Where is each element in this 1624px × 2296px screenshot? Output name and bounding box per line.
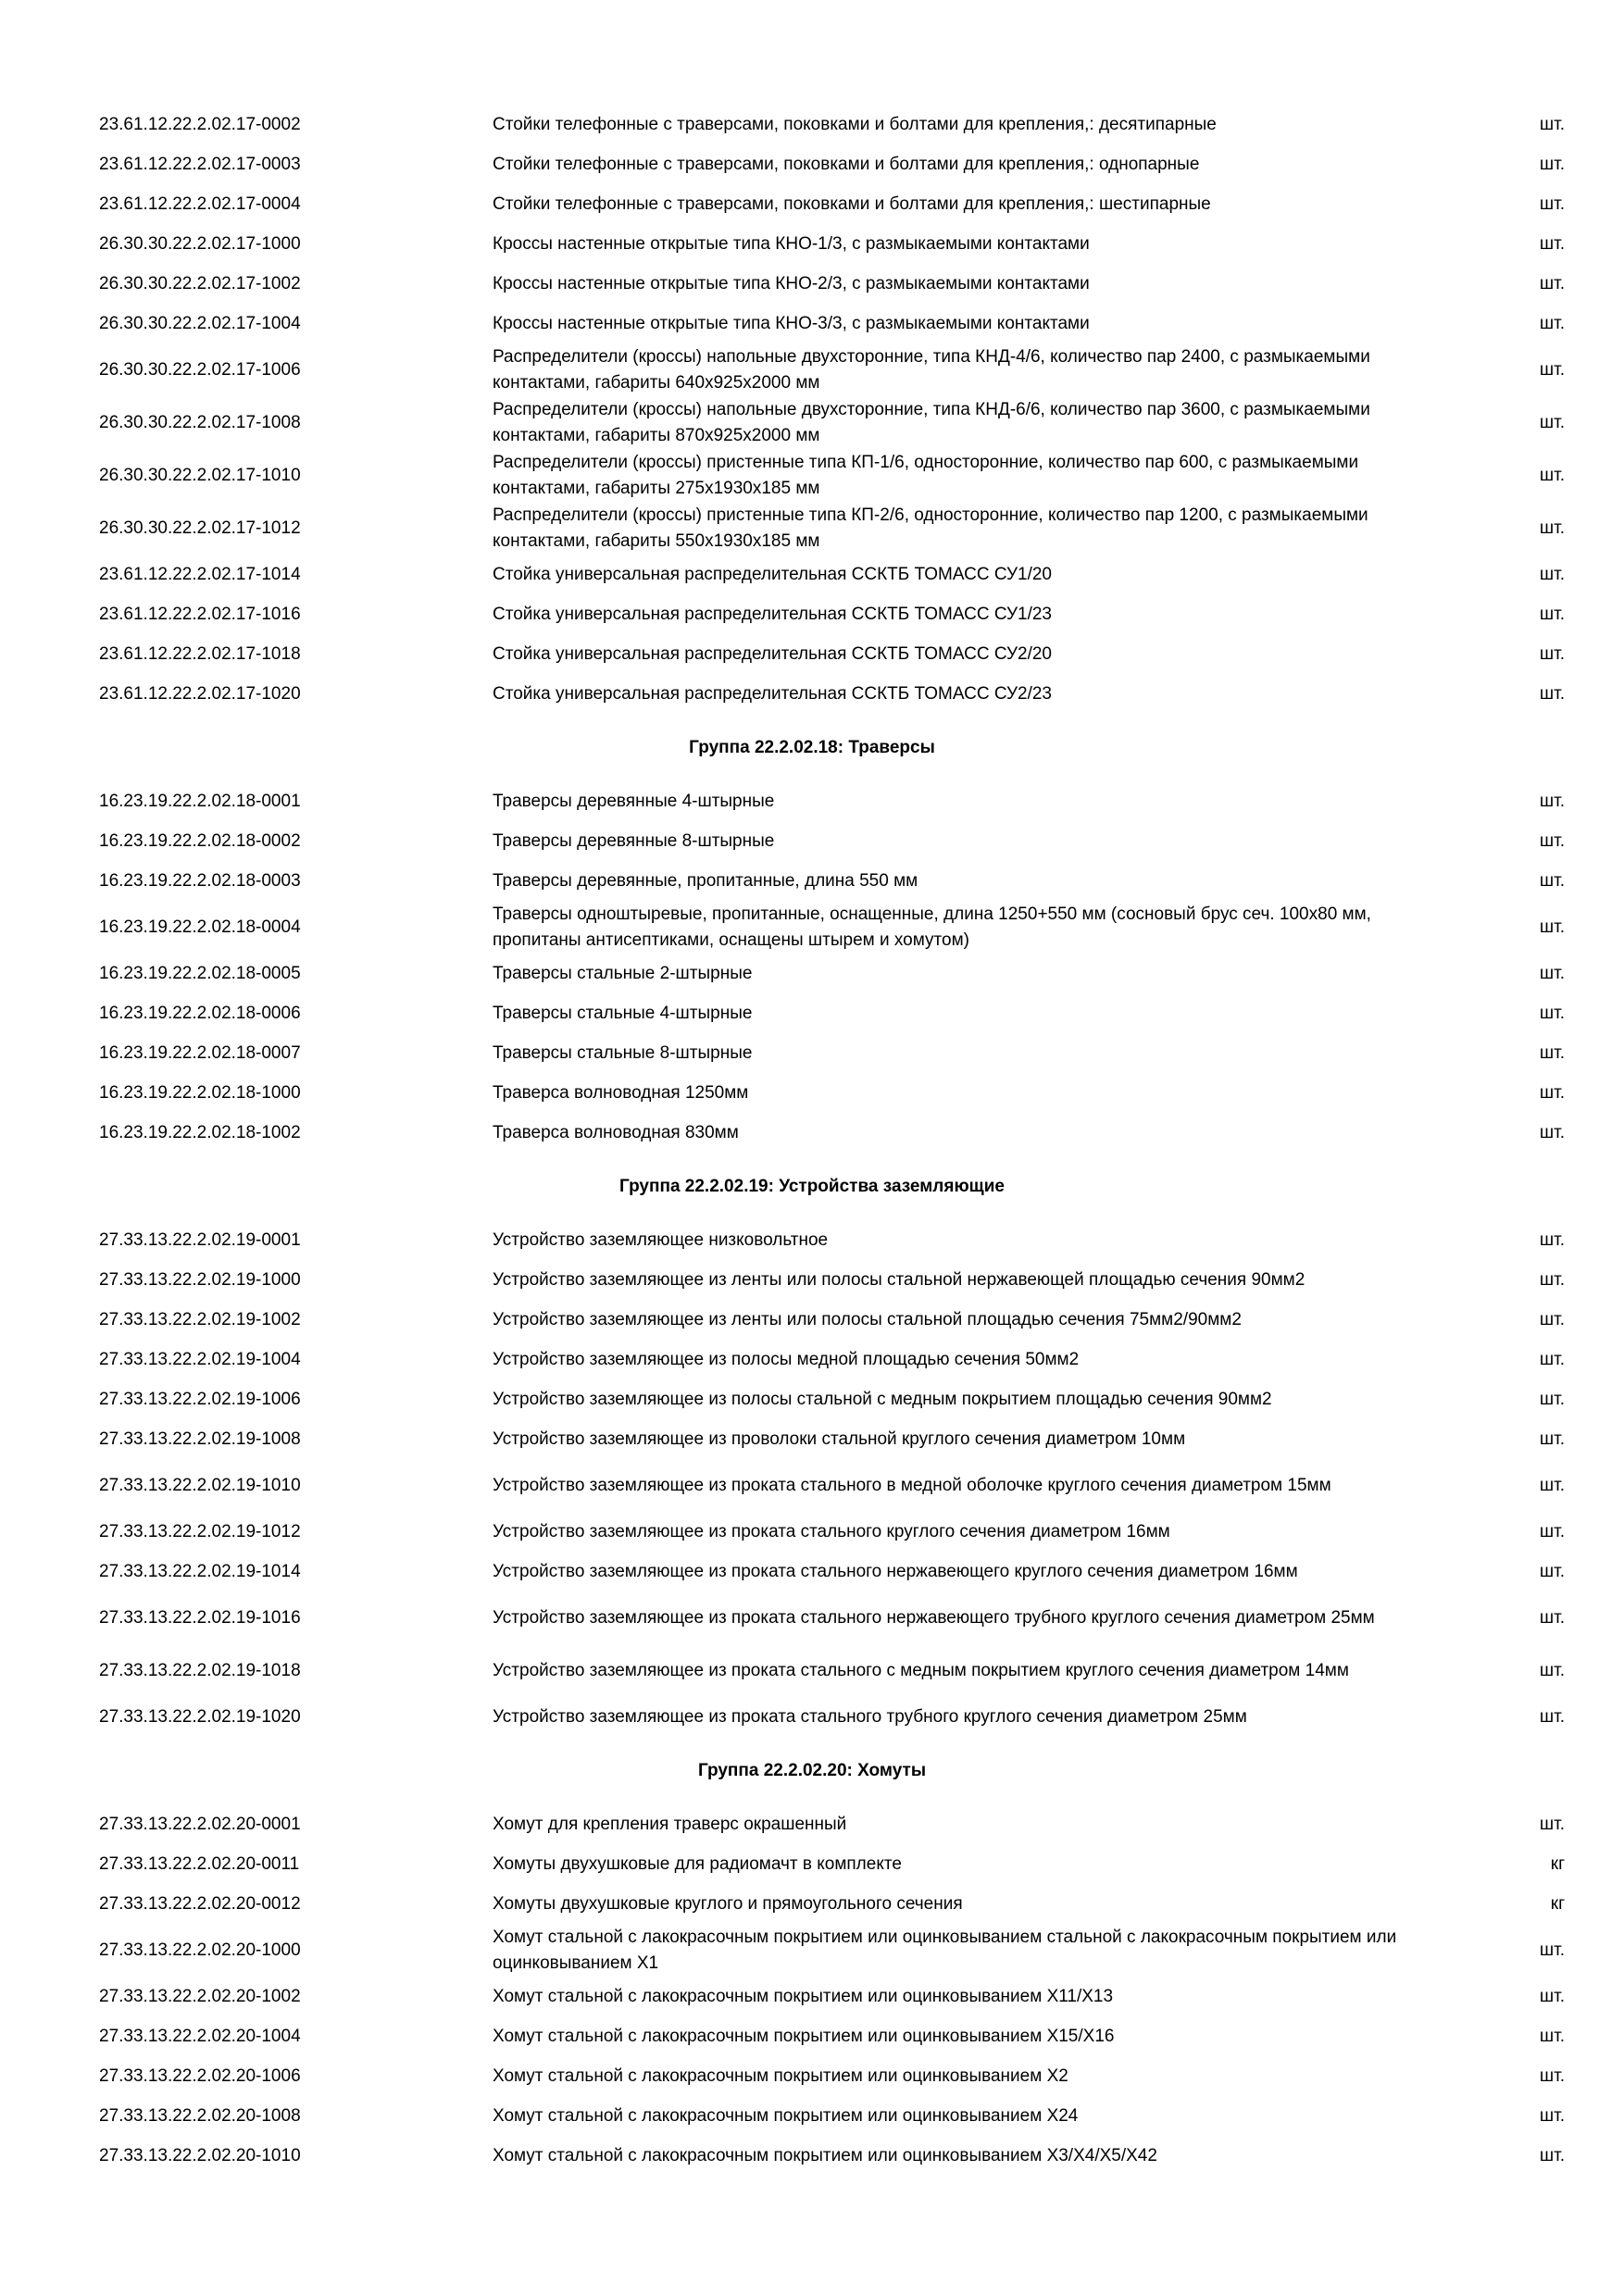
table-row [0, 821, 1624, 861]
item-unit: шт. [1539, 604, 1565, 624]
item-code: 23.61.12.22.2.02.17-1020 [99, 683, 301, 704]
group-header-title: Группа 22.2.02.19: Устройства заземляющие [619, 1176, 1005, 1196]
item-name: Стойки телефонные с траверсами, поковками и болтами для крепления,: десятипарные [493, 114, 1217, 134]
table-row [0, 634, 1624, 674]
table-row [0, 954, 1624, 993]
item-code: 26.30.30.22.2.02.17-1002 [99, 273, 301, 293]
table-row [0, 1977, 1624, 2016]
table-row [0, 1260, 1624, 1300]
table-row [0, 1512, 1624, 1552]
item-unit: шт. [1539, 1940, 1565, 1960]
item-code: 23.61.12.22.2.02.17-1016 [99, 604, 301, 624]
item-name: Стойка универсальная распределительная ССКТБ ТОМАСС СУ1/23 [493, 604, 1053, 624]
item-unit: шт. [1539, 1122, 1565, 1142]
item-code: 27.33.13.22.2.02.19-1002 [99, 1309, 301, 1329]
item-name: Кроссы настенные открытые типа КНО-2/3, с размыкаемыми контактами [493, 273, 1090, 293]
table-row [0, 2136, 1624, 2176]
item-code: 27.33.13.22.2.02.20-0011 [99, 1853, 300, 1874]
item-code: 27.33.13.22.2.02.20-1006 [99, 2065, 301, 2086]
table-row [0, 304, 1624, 343]
item-unit: шт. [1539, 1521, 1565, 1541]
item-code: 27.33.13.22.2.02.20-1002 [99, 1986, 301, 2006]
table-row [0, 105, 1624, 144]
item-unit: шт. [1539, 683, 1565, 704]
item-name: Хомуты двухушковые круглого и прямоугольного сечения [493, 1893, 963, 1914]
item-unit: шт. [1539, 1706, 1565, 1727]
item-code: 26.30.30.22.2.02.17-1004 [99, 313, 301, 333]
item-code: 16.23.19.22.2.02.18-0006 [99, 1003, 301, 1023]
item-code: 27.33.13.22.2.02.19-0001 [99, 1229, 301, 1250]
item-code: 27.33.13.22.2.02.19-1014 [99, 1561, 301, 1581]
item-name: Траверсы стальные 2-штырные [493, 963, 753, 983]
item-code: 26.30.30.22.2.02.17-1006 [99, 359, 301, 380]
table-row [0, 1033, 1624, 1073]
item-name: Хомут стальной с лакокрасочным покрытием или оцинковыванием Х2 [493, 2065, 1068, 2086]
item-unit: шт. [1539, 791, 1565, 811]
group-header [0, 1153, 1624, 1220]
item-code: 16.23.19.22.2.02.18-0003 [99, 870, 301, 891]
table-row [0, 555, 1624, 594]
item-name: Устройство заземляющее из проката стального нержавеющего трубного круглого сечения диаметром 25мм [493, 1607, 1375, 1628]
table-row [0, 184, 1624, 224]
item-name: Траверсы деревянные 4-штырные [493, 791, 775, 811]
item-name: Стойки телефонные с траверсами, поковками и болтами для крепления,: шестипарные [493, 193, 1211, 214]
item-unit: шт. [1539, 917, 1565, 937]
item-name: Устройство заземляющее низковольтное [493, 1229, 829, 1250]
item-name: Устройство заземляющее из ленты или полосы стальной нержавеющей площадью сечения 90мм2 [493, 1269, 1305, 1290]
table-row [0, 674, 1624, 714]
item-name: Хомут стальной с лакокрасочным покрытием или оцинковыванием Х15/Х16 [493, 2026, 1115, 2046]
item-unit: шт. [1539, 1660, 1565, 1680]
item-code: 16.23.19.22.2.02.18-0002 [99, 830, 301, 851]
item-unit: шт. [1539, 2145, 1565, 2165]
item-code: 27.33.13.22.2.02.20-0012 [99, 1893, 301, 1914]
item-unit: шт. [1539, 643, 1565, 664]
item-name: Устройство заземляющее из полосы стальной с медным покрытием площадью сечения 90мм2 [493, 1389, 1272, 1409]
item-unit: шт. [1539, 193, 1565, 214]
table-row [0, 1300, 1624, 1340]
item-unit: шт. [1539, 1389, 1565, 1409]
item-unit: шт. [1539, 963, 1565, 983]
item-name: Траверсы стальные 4-штырные [493, 1003, 753, 1023]
table-row [0, 594, 1624, 634]
item-unit: шт. [1539, 465, 1565, 485]
item-name: Кроссы настенные открытые типа КНО-1/3, с размыкаемыми контактами [493, 233, 1090, 254]
table-row [0, 1419, 1624, 1459]
item-unit: шт. [1539, 2065, 1565, 2086]
group-header-title: Группа 22.2.02.20: Хомуты [697, 1760, 927, 1780]
group-header [0, 1737, 1624, 1804]
table-row [0, 1844, 1624, 1884]
item-name: Траверсы деревянные 8-штырные [493, 830, 775, 851]
item-name: Распределители (кроссы) напольные двухсторонние, типа КНД-4/6, количество пар 2400, с размыкаемыми контактами, габариты 640х925х2000 мм [493, 346, 1370, 393]
table-row [0, 1459, 1624, 1512]
item-name: Устройство заземляющее из проката стального с медным покрытием круглого сечения диаметром 14мм [493, 1660, 1349, 1680]
table-row [0, 1340, 1624, 1379]
item-unit: шт. [1539, 114, 1565, 134]
table-row [0, 1073, 1624, 1113]
table-row [0, 1924, 1624, 1977]
item-code: 16.23.19.22.2.02.18-0005 [99, 963, 301, 983]
item-name: Стойка универсальная распределительная ССКТБ ТОМАСС СУ1/20 [493, 564, 1053, 584]
table-row [0, 2016, 1624, 2056]
item-name: Стойка универсальная распределительная ССКТБ ТОМАСС СУ2/23 [493, 683, 1053, 704]
item-name: Траверсы одноштыревые, пропитанные, оснащенные, длина 1250+550 мм (сосновый брус сеч. 100х80 мм, пропитаны антисептиками, оснащены штырем и хомутом) [493, 904, 1371, 950]
item-code: 23.61.12.22.2.02.17-0002 [99, 114, 301, 134]
item-code: 23.61.12.22.2.02.17-0003 [99, 154, 301, 174]
item-name: Хомут стальной с лакокрасочным покрытием или оцинковыванием Х24 [493, 2105, 1079, 2126]
item-code: 27.33.13.22.2.02.20-1004 [99, 2026, 301, 2046]
table-row [0, 1591, 1624, 1644]
table-row [0, 2056, 1624, 2096]
item-unit: шт. [1539, 154, 1565, 174]
item-name: Устройство заземляющее из ленты или полосы стальной площадью сечения 75мм2/90мм2 [493, 1309, 1242, 1329]
item-unit: шт. [1539, 359, 1565, 380]
item-name: Траверса волноводная 1250мм [493, 1082, 749, 1103]
item-code: 26.30.30.22.2.02.17-1000 [99, 233, 301, 254]
item-code: 26.30.30.22.2.02.17-1012 [99, 518, 301, 538]
price-list-document [0, 105, 1624, 2176]
table-row [0, 449, 1624, 502]
item-unit: шт. [1539, 273, 1565, 293]
table-row [0, 224, 1624, 264]
item-name: Распределители (кроссы) пристенные типа КП-2/6, односторонние, количество пар 1200, с размыкаемыми контактами, габариты 550х1930х185 мм [493, 505, 1368, 551]
item-name: Траверсы стальные 8-штырные [493, 1042, 753, 1063]
item-unit: шт. [1539, 1986, 1565, 2006]
item-name: Траверсы деревянные, пропитанные, длина 550 мм [493, 870, 918, 891]
item-code: 27.33.13.22.2.02.19-1000 [99, 1269, 301, 1290]
item-name: Устройство заземляющее из проката стального трубного круглого сечения диаметром 25мм [493, 1706, 1247, 1727]
table-row [0, 861, 1624, 901]
item-name: Стойки телефонные с траверсами, поковками и болтами для крепления,: однопарные [493, 154, 1200, 174]
table-row [0, 264, 1624, 304]
table-row [0, 1697, 1624, 1737]
item-code: 27.33.13.22.2.02.20-0001 [99, 1814, 301, 1834]
item-unit: кг [1550, 1893, 1565, 1914]
item-unit: шт. [1539, 412, 1565, 432]
item-code: 16.23.19.22.2.02.18-1002 [99, 1122, 301, 1142]
item-code: 16.23.19.22.2.02.18-0004 [99, 917, 301, 937]
item-unit: кг [1550, 1853, 1565, 1874]
table-row [0, 1220, 1624, 1260]
item-unit: шт. [1539, 830, 1565, 851]
item-name: Хомут для крепления траверс окрашенный [493, 1814, 847, 1834]
table-row [0, 144, 1624, 184]
table-row [0, 1644, 1624, 1697]
item-unit: шт. [1539, 1475, 1565, 1495]
item-code: 27.33.13.22.2.02.20-1000 [99, 1940, 301, 1960]
group-header [0, 714, 1624, 781]
item-unit: шт. [1539, 1229, 1565, 1250]
item-code: 27.33.13.22.2.02.19-1010 [99, 1475, 301, 1495]
item-name: Устройство заземляющее из проката стального круглого сечения диаметром 16мм [493, 1521, 1170, 1541]
item-name: Устройство заземляющее из проволоки стальной круглого сечения диаметром 10мм [493, 1429, 1186, 1449]
item-unit: шт. [1539, 518, 1565, 538]
item-unit: шт. [1539, 233, 1565, 254]
item-code: 27.33.13.22.2.02.19-1012 [99, 1521, 301, 1541]
group-header-title: Группа 22.2.02.18: Траверсы [689, 737, 935, 757]
item-unit: шт. [1539, 1082, 1565, 1103]
table-row [0, 1113, 1624, 1153]
item-unit: шт. [1539, 1042, 1565, 1063]
table-row [0, 1379, 1624, 1419]
item-name: Хомут стальной с лакокрасочным покрытием или оцинковыванием Х11/Х13 [493, 1986, 1114, 2006]
item-name: Устройство заземляющее из полосы медной площадью сечения 50мм2 [493, 1349, 1080, 1369]
item-name: Устройство заземляющее из проката стального в медной оболочке круглого сечения диаметром 15мм [493, 1475, 1331, 1495]
item-unit: шт. [1539, 1607, 1565, 1628]
item-name: Распределители (кроссы) напольные двухсторонние, типа КНД-6/6, количество пар 3600, с размыкаемыми контактами, габариты 870х925х2000 мм [493, 399, 1370, 445]
item-code: 23.61.12.22.2.02.17-1018 [99, 643, 301, 664]
item-unit: шт. [1539, 1003, 1565, 1023]
item-unit: шт. [1539, 2026, 1565, 2046]
item-unit: шт. [1539, 2105, 1565, 2126]
table-row [0, 396, 1624, 449]
item-unit: шт. [1539, 1309, 1565, 1329]
item-code: 27.33.13.22.2.02.19-1004 [99, 1349, 301, 1369]
item-unit: шт. [1539, 1349, 1565, 1369]
item-name: Распределители (кроссы) пристенные типа КП-1/6, односторонние, количество пар 600, с размыкаемыми контактами, габариты 275х1930х185 мм [493, 452, 1359, 498]
item-unit: шт. [1539, 564, 1565, 584]
item-code: 16.23.19.22.2.02.18-0001 [99, 791, 301, 811]
item-unit: шт. [1539, 1814, 1565, 1834]
item-unit: шт. [1539, 870, 1565, 891]
item-unit: шт. [1539, 313, 1565, 333]
item-name: Хомуты двухушковые для радиомачт в комплекте [493, 1853, 902, 1874]
item-name: Хомут стальной с лакокрасочным покрытием или оцинковыванием Х3/Х4/Х5/Х42 [493, 2145, 1157, 2165]
table-row [0, 1552, 1624, 1591]
item-code: 27.33.13.22.2.02.19-1020 [99, 1706, 301, 1727]
item-unit: шт. [1539, 1269, 1565, 1290]
item-unit: шт. [1539, 1429, 1565, 1449]
item-code: 26.30.30.22.2.02.17-1008 [99, 412, 301, 432]
item-code: 27.33.13.22.2.02.20-1010 [99, 2145, 301, 2165]
item-code: 27.33.13.22.2.02.19-1016 [99, 1607, 301, 1628]
table-row [0, 2096, 1624, 2136]
item-code: 23.61.12.22.2.02.17-0004 [99, 193, 301, 214]
table-row [0, 343, 1624, 396]
item-code: 16.23.19.22.2.02.18-1000 [99, 1082, 301, 1103]
item-code: 27.33.13.22.2.02.20-1008 [99, 2105, 301, 2126]
table-row [0, 781, 1624, 821]
table-row [0, 901, 1624, 954]
item-code: 26.30.30.22.2.02.17-1010 [99, 465, 301, 485]
item-name: Траверса волноводная 830мм [493, 1122, 739, 1142]
item-unit: шт. [1539, 1561, 1565, 1581]
item-code: 16.23.19.22.2.02.18-0007 [99, 1042, 301, 1063]
item-name: Хомут стальной с лакокрасочным покрытием или оцинковыванием стальной с лакокрасочным покрытием или оцинковыванием Х1 [493, 1927, 1397, 1973]
table-row [0, 1804, 1624, 1844]
item-code: 23.61.12.22.2.02.17-1014 [99, 564, 301, 584]
item-code: 27.33.13.22.2.02.19-1008 [99, 1429, 301, 1449]
table-row [0, 993, 1624, 1033]
table-row [0, 1884, 1624, 1924]
item-code: 27.33.13.22.2.02.19-1006 [99, 1389, 301, 1409]
item-name: Стойка универсальная распределительная ССКТБ ТОМАСС СУ2/20 [493, 643, 1053, 664]
table-row [0, 502, 1624, 555]
item-name: Кроссы настенные открытые типа КНО-3/3, с размыкаемыми контактами [493, 313, 1090, 333]
item-name: Устройство заземляющее из проката стального нержавеющего круглого сечения диаметром 16мм [493, 1561, 1298, 1581]
item-code: 27.33.13.22.2.02.19-1018 [99, 1660, 301, 1680]
